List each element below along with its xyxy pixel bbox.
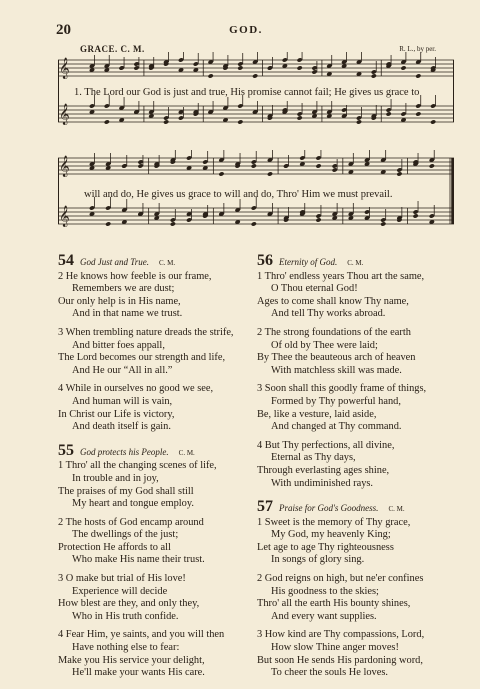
stanza [257,383,453,433]
hymn-column-left [58,253,258,689]
stanza-line: His goodness to the skies; [271,585,379,597]
stanza-line: And He our “All in all.” [72,364,173,376]
stanza [257,517,453,567]
stanza-line: And changed at Thy command. [271,421,402,433]
hymn-heading [257,499,453,516]
stanza-line: Through everlasting ages shine, [257,464,390,476]
stanza-line: But soon He sends His pardoning word, [257,654,423,666]
stanza [58,383,258,433]
stanza-line: 4 While in ourselves no good we see, [58,383,214,395]
page-title: GOD. [229,24,263,36]
stanza-line: Formed by Thy powerful hand, [271,395,401,407]
svg-text:𝄞: 𝄞 [59,58,70,79]
stanza-line: And death itself is gain. [72,421,171,433]
svg-text:𝄞: 𝄞 [59,104,70,125]
hymn-number: 56 [257,252,273,269]
stanza-line: 2 God reigns on high, but ne'er confines [257,573,424,585]
stanza-line: The dwellings of the just; [72,529,179,541]
stanza-line: Experience will decide [72,585,168,597]
stanza-line: Be, like a vesture, laid aside, [257,408,377,420]
stanza-line: Eternal as Thy days, [271,452,356,464]
lyric-line-2: will and do, He gives us grace to will and do, Thro' Him we must prevail. [84,189,393,200]
stanza-line: And tell Thy works abroad. [271,308,386,320]
page-number: 20 [56,22,71,38]
hymn-title: Eternity of God. [279,257,338,267]
stanza-line: Have nothing else to fear: [72,642,180,654]
stanza [257,440,453,490]
stanza-line: And in that name we trust. [72,308,183,320]
hymn-heading [58,443,258,460]
stanza-line: My God, my heavenly King; [271,529,391,541]
stanza-line: How slow Thine anger moves! [271,642,399,654]
hymn [257,253,453,490]
hymn-heading [58,253,258,270]
hymn [58,253,258,434]
hymn-number: 54 [58,252,74,269]
stanza-line: By Thee the beauteous arch of heaven [257,352,416,364]
stanza-line: 3 How kind are Thy compassions, Lord, [257,629,425,641]
stanza-line: Let age to age Thy righteousness [257,541,394,553]
stanza-line: He'll make your wants His care. [72,667,205,679]
stanza-line: 1 Sweet is the memory of Thy grace, [257,516,411,528]
stanza-line: 2 The hosts of God encamp around [58,516,204,528]
stanza-line: Remembers we are dust; [72,283,175,295]
stanza-line: And human will is vain, [72,395,173,407]
stanza-line: Thro' all the earth His bounty shines, [257,598,411,610]
hymn-number: 57 [257,498,273,516]
stanza [257,629,453,679]
stanza-line: Our only help is in His name, [58,295,181,307]
stanza-line: 1 Thro' all the changing scenes of life, [58,460,217,472]
hymn-heading [257,253,453,270]
stanza-line: 2 The strong foundations of the earth [257,326,411,338]
stanza-line: Make you His service your delight, [58,654,205,666]
stanza-line: 4 Fear Him, ye saints, and you will then [58,629,225,641]
stanza [58,327,258,377]
stanza-line: Who make His name their trust. [72,554,205,566]
stanza-line: 1 Thro' endless years Thou art the same, [257,270,425,282]
stanza-line: 3 When trembling nature dreads the strife, [58,326,234,338]
stanza-line: And bitter foes appall, [72,339,165,351]
stanza-line: 3 Soon shall this goodly frame of things, [257,383,427,395]
lyric-line-1: 1. The Lord our God is just and true, His promise cannot fail; He gives us grace to [74,87,420,98]
stanza-line: 4 But Thy perfections, all divine, [257,439,395,451]
stanza-line: How blest are they, and only they, [58,598,200,610]
stanza-line: 3 O make but trial of His love! [58,573,186,585]
stanza [58,629,258,679]
tune-name: GRACE. C. M. [80,44,145,54]
hymn-title: God Just and True. [80,257,150,267]
stanza [257,271,453,321]
stanza-line: With undiminished rays. [271,477,374,489]
hymn-meter: C. M. [178,448,195,457]
stanza-line: To cheer the souls He loves. [271,667,389,679]
svg-text:𝄞: 𝄞 [59,206,70,227]
stanza [58,517,258,567]
stanza-line: The Lord becomes our strength and life, [58,352,226,364]
stanza [58,271,258,321]
stanza-line: O Thou eternal God! [271,283,358,295]
stanza [257,573,453,623]
stanza [58,573,258,623]
stanza [58,460,258,510]
page-header [56,22,436,38]
stanza-line: Protection He affords to all [58,541,171,553]
hymn-column-right [257,253,453,689]
stanza [257,327,453,377]
stanza-line: 2 He knows how feeble is our frame, [58,270,212,282]
hymn-meter: C. M. [159,259,176,267]
stanza-line: Who in His truth confide. [72,610,179,622]
stanza-line: And every want supplies. [271,610,377,622]
hymn-title: God protects his People. [80,446,169,457]
svg-text:𝄞: 𝄞 [59,156,70,177]
stanza-line: In Christ our Life is victory, [58,408,175,420]
stanza-line: Ages to come shall know Thy name, [257,295,409,307]
hymn-meter: C. M. [388,505,405,514]
stanza-line: Of old by Thee were laid; [271,339,378,351]
stanza-line: My heart and tongue employ. [72,498,194,510]
composer-credit: R. L., by per. [399,45,436,53]
hymn-title: Praise for God's Goodness. [279,503,379,514]
stanza-line: In songs of glory sing. [271,554,365,566]
hymn [257,499,453,680]
hymn [58,443,258,680]
hymn-number: 55 [58,441,74,459]
stanza-line: With matchless skill was made. [271,364,402,376]
stanza-line: The praises of my God shall still [58,485,194,497]
hymn-meter: C. M. [347,259,364,267]
stanza-line: In trouble and in joy, [72,472,159,484]
